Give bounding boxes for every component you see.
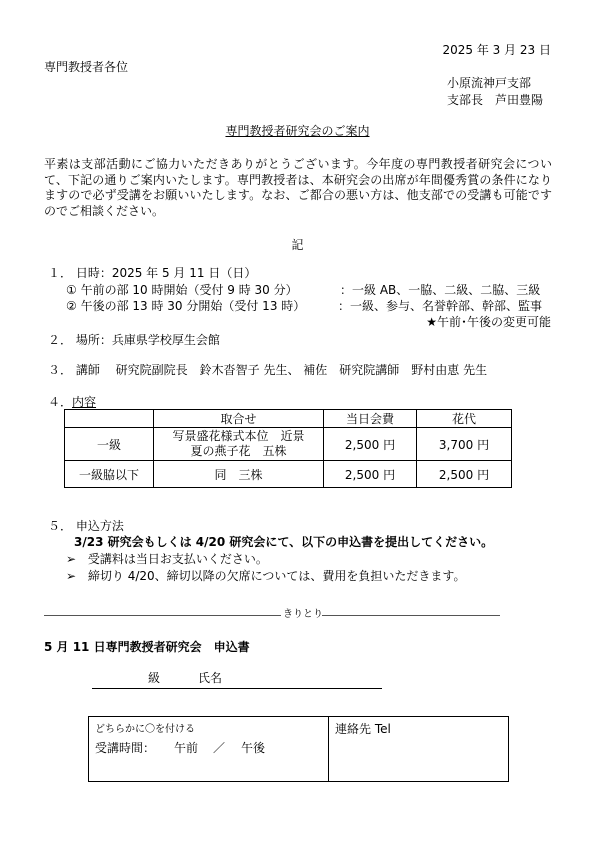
table-cell-material: 同 三株 [154, 461, 324, 488]
intro-paragraph: 平素は支部活動にご協力いただきありがとうございます。今年度の専門教授者研究会について、下記の通りご案内いたします。専門教授者は、本研究会の出席が年間優秀賞の条件になりますので必ず受講をお願いいたします。なお、ご都合の悪い方は、他支部での受講も可能ですのでご相談ください。 [44, 157, 552, 218]
name-label: 氏名 [198, 671, 223, 685]
item-instructors: ３． 講師 研究院副院長 鈴木沓智子 先生、 補佐 研究院講師 野村由恵 先生 [48, 363, 488, 377]
cut-line-label: きりとり [283, 609, 323, 620]
table-header-flower: 花代 [417, 410, 512, 428]
item-application-label: ５． 申込方法 [48, 519, 124, 533]
bullet-item [66, 569, 465, 584]
contact-tel-field[interactable]: 連絡先 Tel [335, 722, 391, 736]
cut-line-right [322, 615, 500, 616]
session-time-label: 受講時間： [95, 741, 156, 755]
item-content-number: ４． [48, 395, 73, 409]
table-header-row [65, 410, 512, 428]
item-date-label: １． 日時：2025 年 5 月 11 日（日） [48, 266, 257, 280]
form-divider [328, 716, 329, 781]
sender-organization: 小原流神戸支部 [447, 76, 532, 90]
material-line: 写景盛花様式本位 近景 [172, 429, 305, 443]
table-cell-flower: 3,700 円 [417, 428, 512, 461]
table-header-material: 取合せ [154, 410, 324, 428]
form-title: 5 月 11 日専門教授者研究会 申込書 [44, 640, 250, 654]
item-venue: ２． 場所：兵庫県学校厚生会館 [48, 333, 220, 347]
table-cell-flower: 2,500 円 [417, 461, 512, 488]
material-line: 夏の燕子花 五株 [190, 444, 287, 458]
application-instruction: 3/23 研究会もしくは 4/20 研究会にて、以下の申込書を提出してください。 [74, 535, 494, 549]
table-row [65, 428, 512, 461]
table-cell-fee: 2,500 円 [324, 428, 417, 461]
arrow-bullet-icon: ➢ [66, 569, 77, 583]
afternoon-target: ：一級、参与、名誉幹部、幹部、監事 [338, 299, 543, 313]
morning-session: ① 午前の部 10 時開始（受付 9 時 30 分） [66, 283, 298, 297]
afternoon-session: ② 午後の部 13 時 30 分開始（受付 13 時） [66, 299, 306, 313]
circle-hint: どちらかに〇を付ける [95, 724, 195, 735]
table-cell-material [154, 428, 324, 461]
table-cell-grade: 一級脇以下 [65, 461, 154, 488]
arrow-bullet-icon: ➢ [66, 552, 77, 566]
bullet-item [66, 552, 268, 567]
afternoon-option[interactable]: 午後 [241, 741, 266, 755]
table-header-fee: 当日会費 [324, 410, 417, 428]
morning-target: ：一級 AB、一脇、二級、二脇、三級 [340, 283, 541, 297]
recipient: 専門教授者各位 [44, 60, 129, 74]
document-date: 2025 年 3 月 23 日 [442, 43, 551, 57]
grade-label: 級 [148, 671, 161, 685]
name-underline[interactable] [92, 688, 382, 689]
cut-line-left [44, 615, 281, 616]
table-cell-fee: 2,500 円 [324, 461, 417, 488]
page-title: 専門教授者研究会のご案内 [225, 124, 370, 138]
table-header-empty [65, 410, 154, 428]
item-content-title: 内容 [72, 395, 97, 409]
bullet-text: 受講料は当日お支払いください。 [87, 552, 268, 566]
ki-heading: 記 [291, 238, 304, 252]
sender-name: 支部長 芦田豊陽 [447, 93, 544, 107]
fee-table [64, 409, 512, 488]
table-cell-grade: 一級 [65, 428, 154, 461]
bullet-text: 締切り 4/20、締切以降の欠席については、費用を負担いただきます。 [87, 569, 466, 583]
option-separator: ／ [213, 741, 226, 755]
morning-option[interactable]: 午前 [174, 741, 199, 755]
session-change-note: ★午前･午後の変更可能 [426, 315, 551, 329]
table-row [65, 461, 512, 488]
item-content-label [48, 395, 96, 410]
